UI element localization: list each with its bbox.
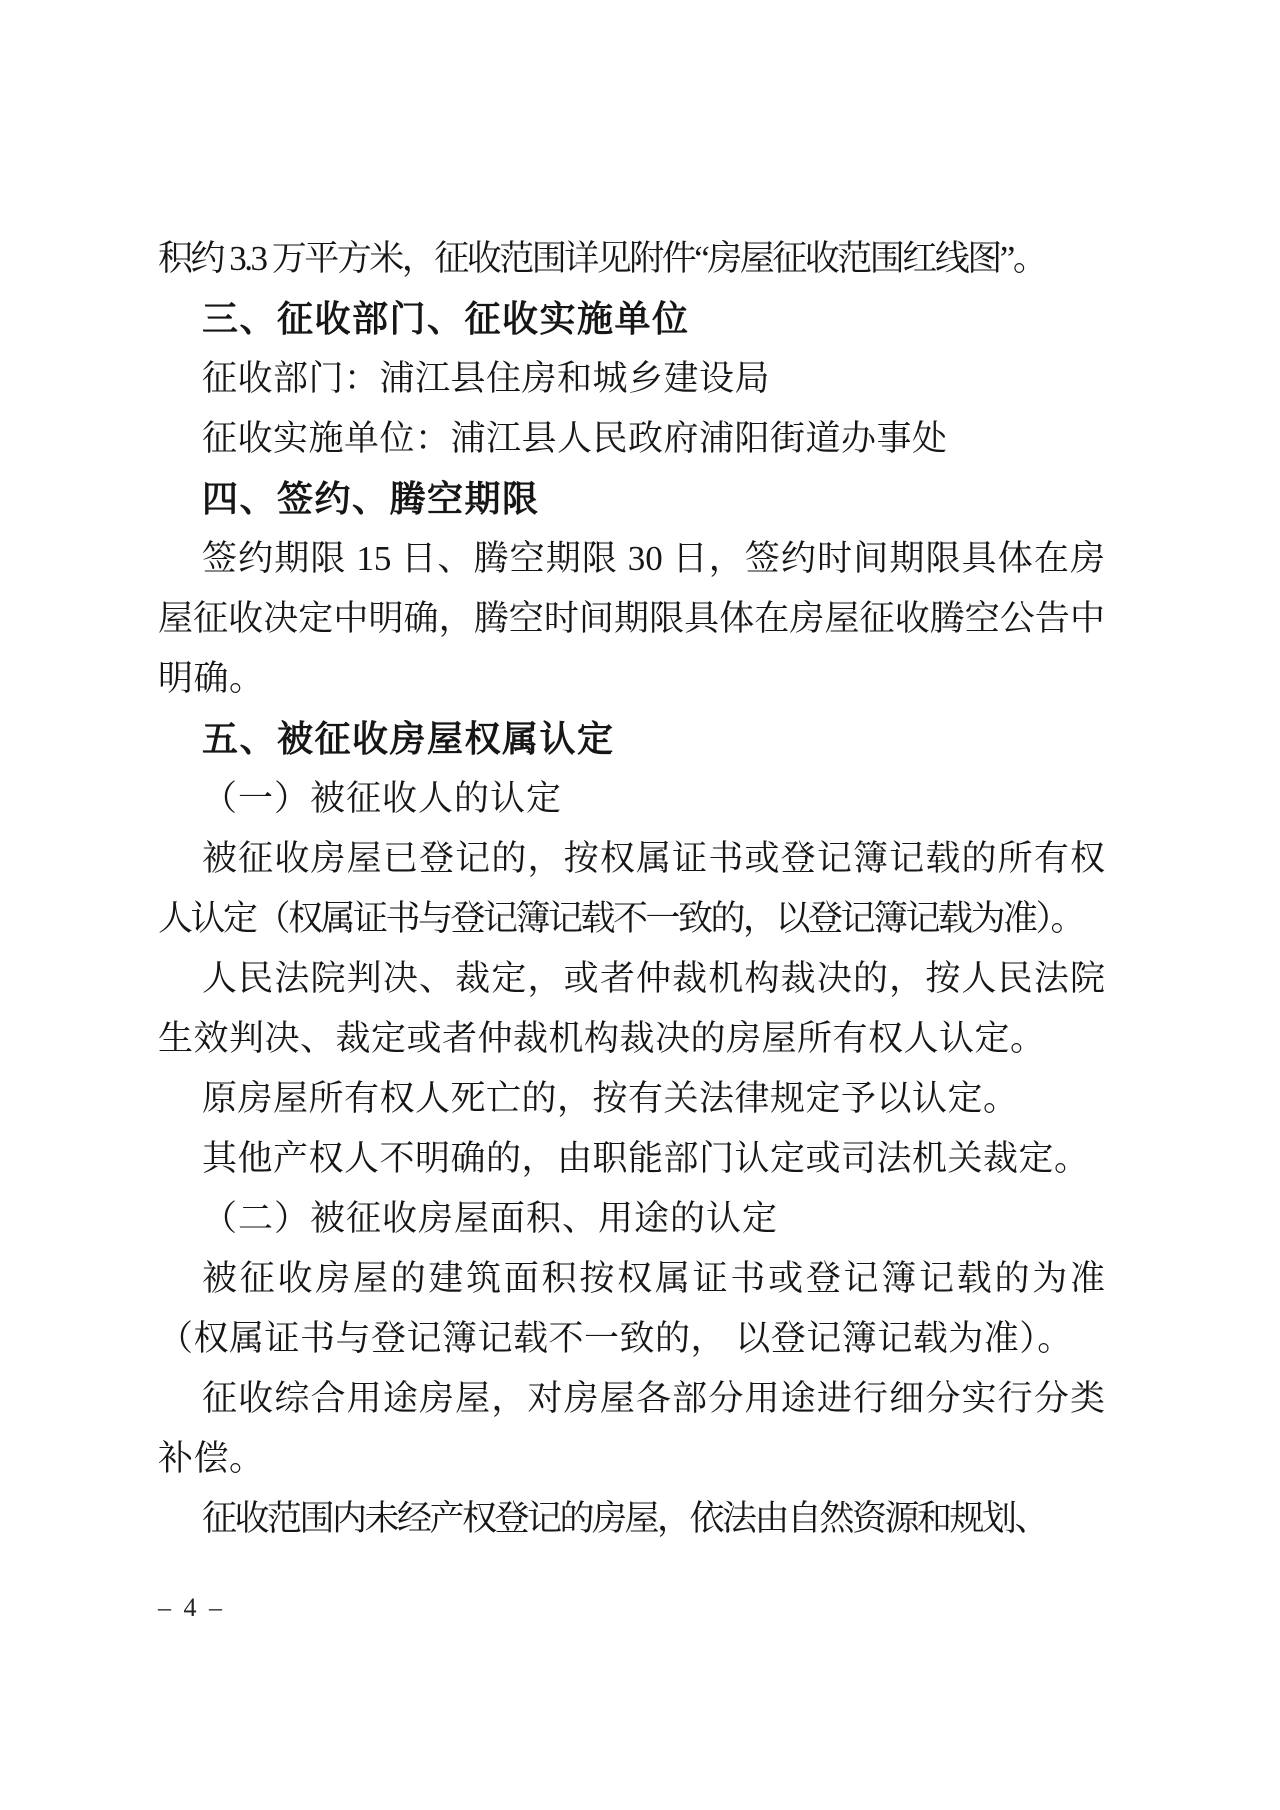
text-line: 其他产权人不明确的，由职能部门认定或司法机关裁定。 (202, 1139, 1090, 1178)
section-heading: 四、签约、腾空期限 (202, 478, 540, 519)
document-body (158, 229, 1105, 1549)
text-line: 被征收房屋的建筑面积按权属证书或登记簿记载的为准 (202, 1259, 1105, 1298)
text-line: 屋征收决定中明确，腾空时间期限具体在房屋征收腾空公告中 (158, 599, 1105, 638)
text-line: 补偿。 (158, 1439, 265, 1478)
text-line: 明确。 (158, 659, 265, 698)
subsection-heading: （二）被征收房屋面积、用途的认定 (202, 1199, 779, 1238)
text-line: 人认定（权属证书与登记簿记载不一致的，以登记簿记载为准）。 (158, 899, 1084, 938)
text-line: 征收实施单位：浦江县人民政府浦阳街道办事处 (202, 419, 948, 458)
text-line: 征收范围内未经产权登记的房屋，依法由自然资源和规划、 (202, 1499, 1048, 1538)
text-line: 征收部门：浦江县住房和城乡建设局 (202, 359, 771, 398)
text-line: 被征收房屋已登记的，按权属证书或登记簿记载的所有权 (202, 839, 1105, 878)
page-number: – 4 – (158, 1593, 225, 1622)
text-line: 征收综合用途房屋，对房屋各部分用途进行细分实行分类 (202, 1379, 1105, 1418)
text-line: （权属证书与登记簿记载不一致的， 以登记簿记载为准）。 (158, 1319, 1073, 1358)
text-line: 积约 3.3 万平方米，征收范围详见附件“房屋征收范围红线图”。 (158, 239, 1046, 278)
text-line: 生效判决、裁定或者仲裁机构裁决的房屋所有权人认定。 (158, 1019, 1046, 1058)
subsection-heading: （一）被征收人的认定 (202, 779, 563, 818)
section-heading: 五、被征收房屋权属认定 (202, 718, 615, 759)
text-line: 原房屋所有权人死亡的，按有关法律规定予以认定。 (202, 1079, 1019, 1118)
text-line: 签约期限 15 日、腾空期限 30 日，签约时间期限具体在房 (202, 539, 1105, 578)
section-heading: 三、征收部门、征收实施单位 (202, 298, 690, 339)
text-line: 人民法院判决、裁定，或者仲裁机构裁决的，按人民法院 (202, 959, 1105, 998)
